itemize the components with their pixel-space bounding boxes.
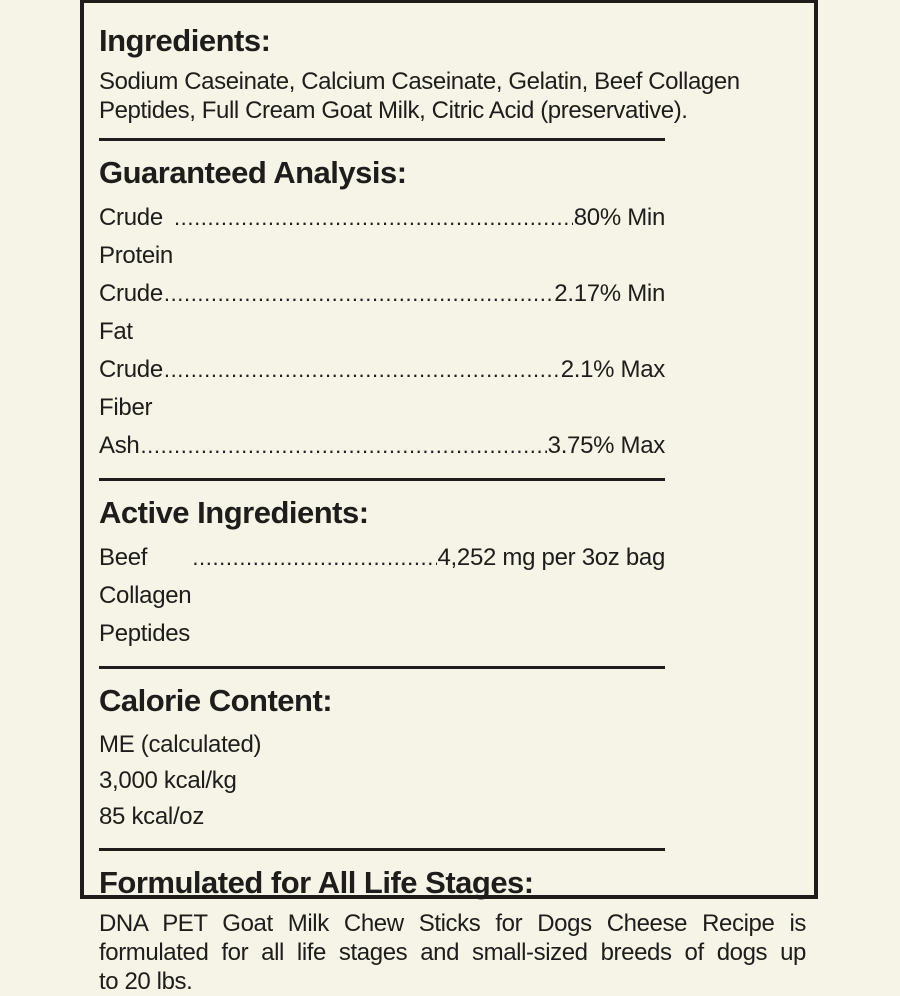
section-divider	[99, 666, 665, 669]
analysis-row-value: 3.75% Max	[547, 432, 665, 459]
dot-leader	[140, 427, 546, 465]
life-stages-text-line: to 20 lbs.	[99, 968, 193, 995]
dot-leader	[164, 275, 553, 313]
section-active-ingredients	[99, 496, 806, 653]
analysis-row	[99, 539, 665, 653]
analysis-row-value: 2.1% Max	[560, 356, 665, 383]
active-ingredients-rows	[99, 539, 665, 653]
analysis-row-value: 2.17% Min	[554, 280, 665, 307]
analysis-row-label: Crude Fiber	[99, 356, 163, 421]
life-stages-text-line: formulated for all life stages and small-sized breeds of dogs up	[99, 939, 806, 966]
analysis-row	[99, 351, 665, 427]
dot-leader	[164, 351, 560, 389]
analysis-row-label: Crude Protein	[99, 204, 173, 269]
section-divider	[99, 138, 665, 141]
section-divider	[99, 478, 665, 481]
dot-leader	[174, 199, 573, 237]
calorie-line: 85 kcal/oz	[99, 803, 205, 830]
analysis-row	[99, 427, 665, 465]
ingredients-heading: Ingredients:	[99, 23, 271, 58]
section-calorie-content	[99, 684, 806, 835]
analysis-row-value: 4,252 mg per 3oz bag	[437, 544, 665, 571]
guaranteed-analysis-rows	[99, 199, 665, 465]
dot-leader	[192, 539, 436, 577]
ingredients-text-line: Sodium Caseinate, Calcium Caseinate, Gelatin, Beef Collagen	[99, 68, 740, 95]
active-ingredients-heading: Active Ingredients:	[99, 495, 369, 530]
analysis-row	[99, 199, 665, 275]
life-stages-text-line: DNA PET Goat Milk Chew Sticks for Dogs Cheese Recipe is	[99, 910, 806, 937]
analysis-row-value: 80% Min	[573, 204, 665, 231]
calorie-line: ME (calculated)	[99, 731, 262, 758]
analysis-row-label: Crude Fat	[99, 280, 163, 345]
analysis-row-label: Beef Collagen Peptides	[99, 544, 192, 647]
analysis-row	[99, 275, 665, 351]
guaranteed-analysis-heading: Guaranteed Analysis:	[99, 155, 407, 190]
life-stages-heading: Formulated for All Life Stages:	[99, 865, 534, 900]
analysis-row-label: Ash	[99, 432, 140, 459]
calorie-line: 3,000 kcal/kg	[99, 767, 237, 794]
ingredients-text-line: Peptides, Full Cream Goat Milk, Citric Acid (preservative).	[99, 97, 688, 124]
calorie-content-heading: Calorie Content:	[99, 683, 333, 718]
section-guaranteed-analysis	[99, 156, 806, 465]
section-life-stages	[99, 866, 806, 996]
section-divider	[99, 848, 665, 851]
section-ingredients	[99, 24, 806, 125]
nutrition-label-panel	[80, 0, 818, 995]
